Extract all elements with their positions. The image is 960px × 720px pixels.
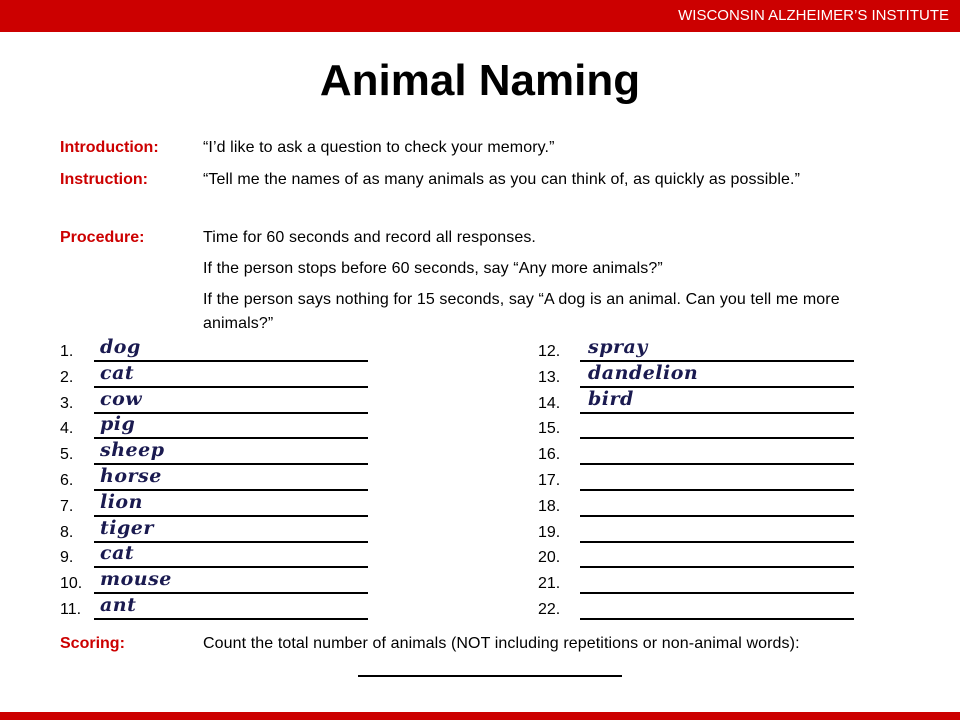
response-blank[interactable] (580, 592, 854, 594)
handwritten-response: dog (100, 336, 141, 358)
response-number: 14. (538, 394, 561, 412)
response-blank[interactable] (94, 541, 368, 543)
response-number: 6. (60, 472, 74, 489)
response-number: 17. (538, 472, 561, 489)
response-blank[interactable] (580, 541, 854, 543)
response-number: 20. (538, 549, 561, 567)
response-blank[interactable] (580, 489, 854, 491)
response-blank[interactable] (94, 360, 368, 362)
response-number: 7. (60, 497, 74, 515)
scoring-text: Count the total number of animals (NOT including repetitions or non-animal words): (203, 635, 800, 652)
handwritten-response: cat (100, 361, 135, 384)
handwritten-response: cat (100, 542, 135, 565)
response-blank[interactable] (580, 566, 854, 568)
header-bar (0, 0, 960, 32)
response-number: 11. (60, 601, 82, 618)
response-number: 3. (60, 394, 74, 412)
response-number: 18. (538, 497, 561, 515)
response-number: 1. (60, 343, 74, 360)
response-number: 15. (538, 420, 561, 438)
response-blank[interactable] (94, 618, 368, 620)
scoring-label: Scoring: (60, 635, 125, 652)
handwritten-response: tiger (100, 516, 154, 539)
introduction-label: Introduction: (60, 139, 159, 156)
response-number: 19. (538, 523, 561, 541)
handwritten-response: dandelion (588, 361, 699, 384)
response-blank[interactable] (580, 515, 854, 517)
handwritten-response: pig (100, 413, 136, 436)
handwritten-response: bird (588, 387, 634, 410)
response-number: 22. (538, 601, 561, 618)
instruction-label: Instruction: (60, 171, 148, 188)
response-number: 21. (538, 575, 561, 593)
handwritten-response: mouse (100, 568, 172, 591)
procedure-step-3: If the person says nothing for 15 seconds, say “A dog is an animal. Can you tell me more animals?” (203, 291, 840, 332)
handwritten-response: lion (100, 490, 143, 513)
response-number: 8. (60, 523, 74, 541)
response-number: 16. (538, 446, 561, 464)
instruction-text: “Tell me the names of as many animals as you can think of, as quickly as possible.” (203, 171, 801, 188)
procedure-label: Procedure: (60, 229, 145, 246)
response-number: 2. (60, 368, 74, 386)
footer-bar (0, 712, 960, 720)
handwritten-response: horse (100, 465, 162, 487)
handwritten-response: spray (588, 336, 648, 358)
response-blank[interactable] (580, 437, 854, 439)
response-number: 4. (60, 420, 74, 438)
page-title: Animal Naming (319, 56, 641, 105)
procedure-step-2: If the person stops before 60 seconds, say “Any more animals?” (203, 260, 663, 277)
handwritten-response: cow (100, 387, 143, 410)
response-blank[interactable] (580, 618, 854, 620)
response-number: 10. (60, 575, 83, 593)
score-blank[interactable] (358, 675, 622, 677)
response-number: 5. (60, 446, 74, 464)
response-number: 9. (60, 549, 74, 567)
organization-name: WISCONSIN ALZHEIMER’S INSTITUTE (678, 7, 949, 24)
response-blank[interactable] (580, 463, 854, 465)
response-number: 12. (538, 343, 561, 360)
introduction-text: “I’d like to ask a question to check your memory.” (203, 139, 555, 156)
response-number: 13. (538, 368, 561, 386)
handwritten-response: ant (100, 594, 137, 616)
handwritten-response: sheep (100, 439, 165, 462)
response-blank[interactable] (580, 412, 854, 414)
procedure-step-1: Time for 60 seconds and record all responses. (203, 229, 536, 246)
